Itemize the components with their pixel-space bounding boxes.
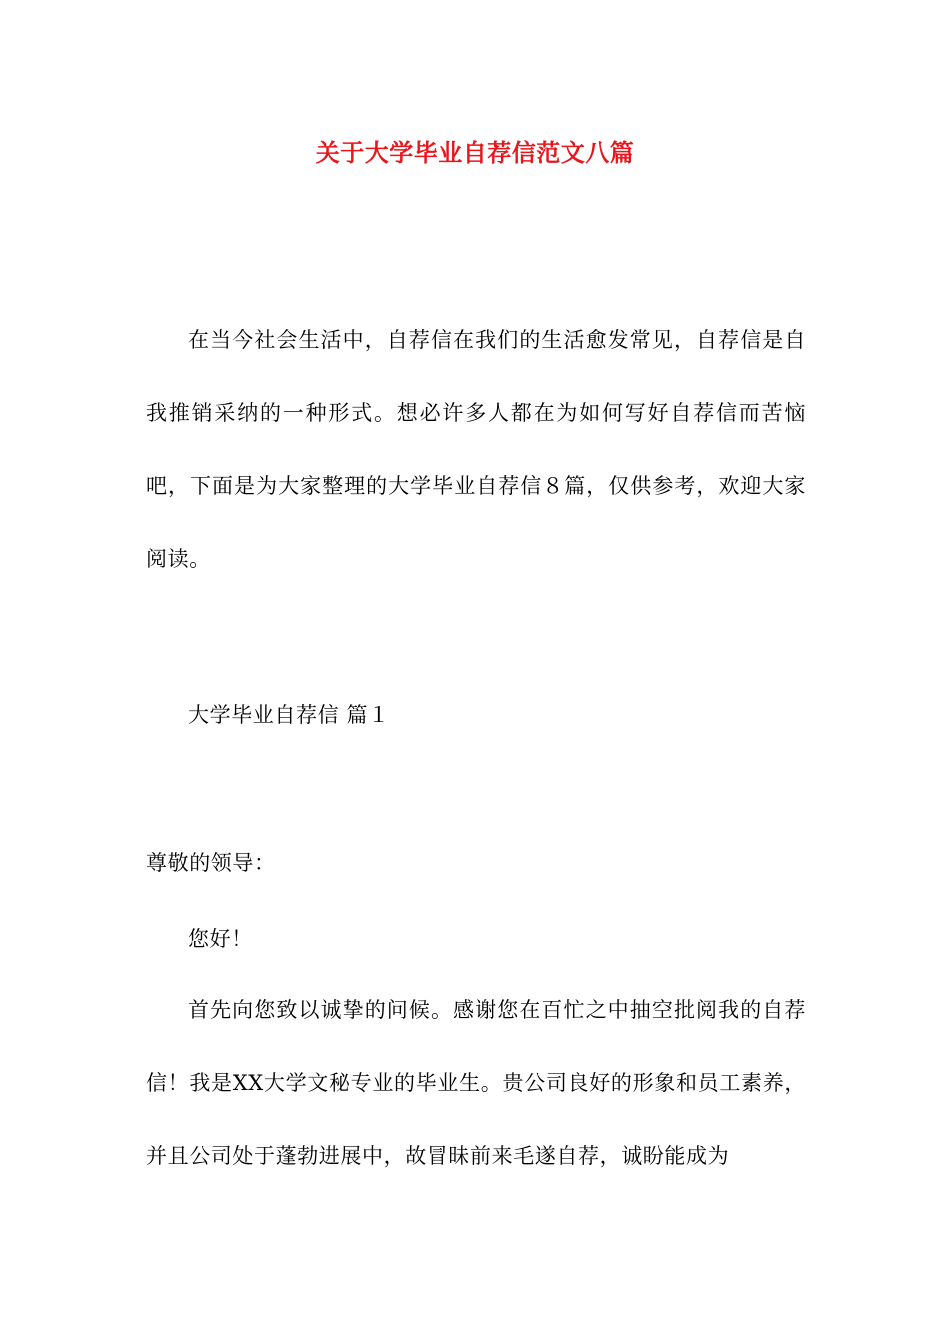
salutation: 尊敬的领导： (146, 851, 276, 875)
document-title: 关于大学毕业自荐信范文八篇 (315, 138, 635, 167)
body-paragraph: 首先向您致以诚挚的问候。感谢您在百忙之中抽空批阅我的自荐信！我是XX大学文秘专业的毕业生。贵公司良好的形象和员工素养，并且公司处于蓬勃进展中，故冒昧前来毛遂自荐，诚盼能成为 (146, 998, 806, 1168)
greeting: 您好！ (188, 927, 253, 951)
section-heading: 大学毕业自荐信 篇１ (188, 703, 390, 727)
intro-paragraph: 在当今社会生活中，自荐信在我们的生活愈发常见，自荐信是自我推销采纳的一种形式。想必许多人都在为如何写好自荐信而苦恼吧，下面是为大家整理的大学毕业自荐信８篇，仅供参考，欢迎大家阅读。 (146, 328, 806, 571)
